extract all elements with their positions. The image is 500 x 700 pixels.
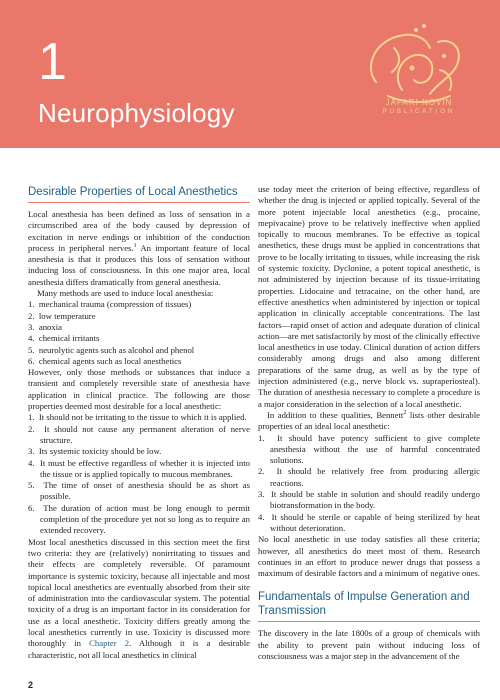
paragraph: No local anesthetic in use today satisfies all these criteria; however, all anesthetics do meet most of them. Research continues in an effort to produce newer drugs that possess a maximum of desirable factors and a minimum of negative ones. [258, 534, 480, 579]
list-item: 2. low temperature [28, 310, 96, 321]
right-column [258, 184, 480, 662]
publisher-logo-icon [354, 12, 484, 124]
paragraph: The discovery in the late 1800s of a group of chemicals with the ability to prevent pain without inducing loss of consciousness was a major step in the advancement of the [258, 628, 480, 661]
list-item: 4. It must be effective regardless of whether it is injected into the tissue or is applied topically to mucous membranes. [28, 457, 250, 479]
section-heading: Fundamentals of Impulse Generation and Transmission [258, 590, 480, 622]
page-number: 2 [28, 680, 34, 690]
list-item: 4. It should be sterile or capable of being sterilized by heat without deterioration. [258, 511, 480, 533]
chapter-link[interactable]: Chapter 2 [89, 638, 130, 649]
chapter-number: 1 [38, 33, 67, 91]
paragraph: Many methods are used to induce local anesthesia: [37, 288, 214, 299]
properties-list [28, 412, 250, 536]
list-item: 6. The duration of action must be long enough to permit completion of the procedure yet not so long as to require an extended recovery. [28, 502, 250, 536]
paragraph: use today meet the criterion of being effective, regardless of whether the drug is injected or applied topically. Several of the more potent injectable local anesthetics (e.g., procaine, mepivacaine) prove to be relatively ineffective when applied topically to mucous membranes. To be effective as topical anesthetics, these drugs must be applied in concentrations that prove to be locally irritating to tissues, while increasing the risk of systemic toxicity. Dyclonine, a potent topical anesthetic, is not administered by injection because of its tissue-irritating properties. Lidocaine and tetracaine, on the other hand, are effective anesthetics when administered by injection or topical application in clinically acceptable concentrations. The last factors—rapid onset of action and adequate duration of clinical action—are met satisfactorily by most of the clinically effective local anesthetics in use today. Clinical duration of action differs considerably among drugs and also among different preparations of the same drug, as well as by the type of injection administered (e.g., nerve block vs. supraperiosteal). The duration of anesthesia necessary to complete a procedure is a major consideration in the selection of a local anesthetic. [258, 184, 480, 409]
citation: 2 [403, 410, 407, 417]
list-item: 3. It should be stable in solution and should readily undergo biotransformation in the body. [258, 489, 480, 511]
section-heading: Desirable Properties of Local Anesthetics [28, 185, 250, 203]
chapter-title: Neurophysiology [38, 98, 235, 128]
left-column [28, 181, 250, 661]
list-item: 6. chemical agents such as local anesthetics [28, 355, 182, 366]
methods-list [28, 299, 250, 367]
list-item: 2. It should not cause any permanent alteration of nerve structure. [28, 423, 250, 445]
list-item: 1. It should not be irritating to the tissue to which it is applied. [28, 412, 247, 423]
paragraph: In addition to these qualities, Bennett$^2$ lists other desirable properties of an ideal local anesthetic: [258, 409, 480, 432]
citation: 1 [133, 243, 137, 249]
logo-sub: PUBLICATION [382, 109, 456, 115]
list-item: 4. chemical irritants [28, 333, 100, 344]
list-item: 3. Its systemic toxicity should be low. [28, 446, 162, 457]
ideal-properties-list [258, 433, 480, 535]
logo-name: JAFARI NOVIN [385, 98, 453, 107]
paragraph: Local anesthesia has been defined as loss of sensation in a circumscribed area of the body caused by depression of excitation in nerve endings or inhibition of the conduction process in peripheral nerves.$^1$ An important feature of local anesthesia is that it produces this loss of sensation without inducing loss of consciousness. In this one major area, local anesthesia differs dramatically from general anesthesia. [28, 209, 250, 287]
list-item: 5. neurolytic agents such as alcohol and phenol [28, 344, 195, 355]
list-item: 2. It should be relatively free from producing allergic reactions. [258, 466, 480, 488]
list-item: 5. The time of onset of anesthesia should be as short as possible. [28, 480, 250, 502]
paragraph: However, only those methods or substances that induce a transient and completely reversible state of anesthesia have application in clinical practice. The following are those properties deemed most desirable for a local anesthetic: [28, 367, 250, 412]
list-item: 1. It should have potency sufficient to give complete anesthesia without the use of harmful concentrated solutions. [258, 432, 480, 466]
paragraph: Most local anesthetics discussed in this section meet the first two criteria: they are (relatively) nonirritating to tissues and their effects are completely reversible. Of paramount importance is systemic toxicity, because all injectable and most topical local anesthetics are eventually absorbed from their site of administration into the cardiovascular system. The potential toxicity of a drug is an important factor in its consideration for use as a local anesthetic. Toxicity differs greatly among the local anesthetics currently in use. Toxicity is discussed more thoroughly in Chapter 2. Although it is a desirable characteristic, not all local anesthetics in clinical [28, 536, 250, 660]
list-item: 3. anoxia [28, 321, 63, 332]
list-item: 1. mechanical trauma (compression of tissues) [28, 299, 192, 310]
